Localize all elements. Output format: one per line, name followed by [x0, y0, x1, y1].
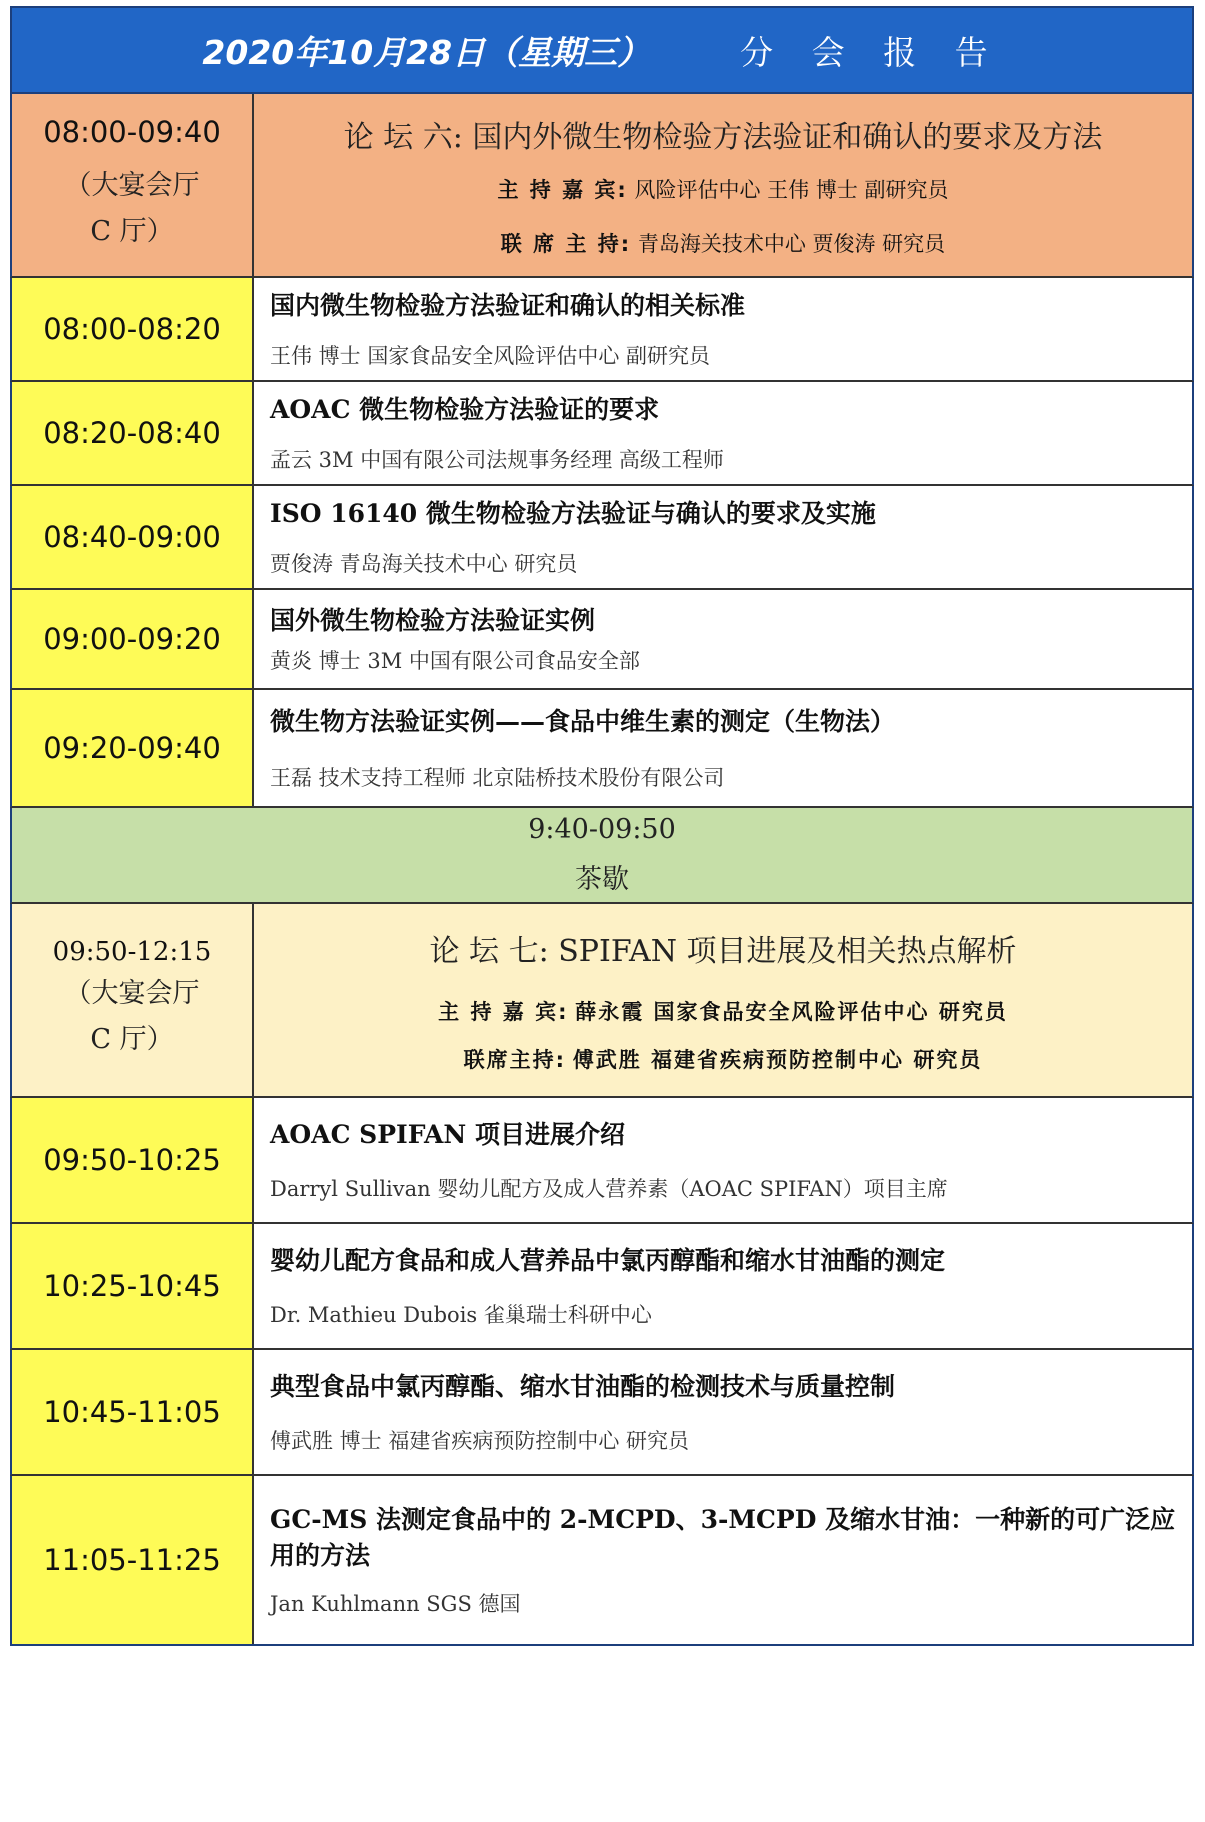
talk-speaker: 王磊 技术支持工程师 北京陆桥技术股份有限公司 [270, 766, 725, 791]
talk-title: 国内微生物检验方法验证和确认的相关标准 [270, 290, 746, 320]
page-header [10, 6, 1194, 94]
forum7-time: 09:50-12:15 [52, 937, 212, 968]
talk-row [10, 1476, 1194, 1646]
tea-break-row [10, 808, 1194, 904]
forum6-host: 主 持 嘉 宾: 风险评估中心 王伟 博士 副研究员 [497, 178, 949, 202]
talk-time: 10:25-10:45 [12, 1224, 254, 1348]
talk-row [10, 690, 1194, 808]
talk-content [254, 278, 1192, 380]
talk-title: GC-MS 法测定食品中的 2-MCPD、3-MCPD 及缩水甘油：一种新的可广泛应用的方法 [270, 1504, 1176, 1570]
talk-title: 典型食品中氯丙醇酯、缩水甘油酯的检测技术与质量控制 [270, 1371, 896, 1401]
talk-title: AOAC 微生物检验方法验证的要求 [270, 394, 660, 424]
talk-row [10, 1224, 1194, 1350]
forum6-cohost: 联 席 主 持: 青岛海关技术中心 贾俊涛 研究员 [500, 232, 946, 256]
forum6-title: 论 坛 六: 国内外微生物检验方法验证和确认的要求及方法 [343, 120, 1103, 155]
header-section: 分 会 报 告 [740, 32, 1002, 72]
talk-row [10, 486, 1194, 590]
header-date: 2020年10月28日（星期三） [202, 32, 651, 72]
talk-speaker: 黄炎 博士 3M 中国有限公司食品安全部 [270, 649, 640, 674]
talk-row [10, 382, 1194, 486]
tea-break-time: 9:40-09:50 [528, 814, 676, 845]
talk-content [254, 1098, 1192, 1222]
forum6-venue: （大宴会厅 C 厅） [64, 170, 200, 247]
talk-speaker: Dr. Mathieu Dubois 雀巢瑞士科研中心 [270, 1303, 652, 1328]
talk-speaker: Jan Kuhlmann SGS 德国 [270, 1592, 521, 1617]
talk-title: AOAC SPIFAN 项目进展介绍 [270, 1119, 625, 1149]
talk-time: 08:20-08:40 [12, 382, 254, 484]
schedule-sheet [10, 6, 1194, 1646]
forum7-time-cell [12, 904, 254, 1096]
tea-break-label: 茶歇 [575, 864, 629, 895]
talk-time: 09:20-09:40 [12, 690, 254, 806]
talk-speaker: 王伟 博士 国家食品安全风险评估中心 副研究员 [270, 344, 711, 369]
talk-row [10, 1098, 1194, 1224]
forum6-time-cell [12, 94, 254, 276]
forum6-row [10, 94, 1194, 278]
talk-time: 10:45-11:05 [12, 1350, 254, 1474]
talk-time: 08:00-08:20 [12, 278, 254, 380]
talk-time: 09:00-09:20 [12, 590, 254, 688]
forum7-venue: （大宴会厅 C 厅） [64, 978, 200, 1055]
talk-speaker: 傅武胜 博士 福建省疾病预防控制中心 研究员 [270, 1429, 690, 1454]
talk-content [254, 382, 1192, 484]
talk-speaker: Darryl Sullivan 婴幼儿配方及成人营养素（AOAC SPIFAN）项目主席 [270, 1177, 948, 1202]
talk-time: 08:40-09:00 [12, 486, 254, 588]
forum7-cohost: 联席主持: 傅武胜 福建省疾病预防控制中心 研究员 [463, 1048, 983, 1072]
talk-content [254, 690, 1192, 806]
talk-title: 国外微生物检验方法验证实例 [270, 605, 596, 635]
talk-content [254, 1476, 1192, 1644]
talk-row [10, 1350, 1194, 1476]
talk-row [10, 278, 1194, 382]
talk-title: 微生物方法验证实例——食品中维生素的测定（生物法） [270, 706, 896, 736]
forum6-content [254, 94, 1192, 276]
talk-row [10, 590, 1194, 690]
forum7-host: 主 持 嘉 宾: 薛永霞 国家食品安全风险评估中心 研究员 [438, 1000, 1008, 1024]
talk-content [254, 590, 1192, 688]
forum7-title: 论 坛 七: SPIFAN 项目进展及相关热点解析 [429, 934, 1017, 969]
talk-content [254, 1224, 1192, 1348]
talk-content [254, 1350, 1192, 1474]
forum6-time: 08:00-09:40 [43, 115, 221, 150]
forum7-content [254, 904, 1192, 1096]
talk-title: ISO 16140 微生物检验方法验证与确认的要求及实施 [270, 498, 876, 528]
talk-time: 09:50-10:25 [12, 1098, 254, 1222]
talk-speaker: 孟云 3M 中国有限公司法规事务经理 高级工程师 [270, 448, 724, 473]
forum7-row [10, 904, 1194, 1098]
talk-title: 婴幼儿配方食品和成人营养品中氯丙醇酯和缩水甘油酯的测定 [270, 1245, 946, 1275]
talk-time: 11:05-11:25 [12, 1476, 254, 1644]
talk-speaker: 贾俊涛 青岛海关技术中心 研究员 [270, 552, 578, 577]
talk-content [254, 486, 1192, 588]
